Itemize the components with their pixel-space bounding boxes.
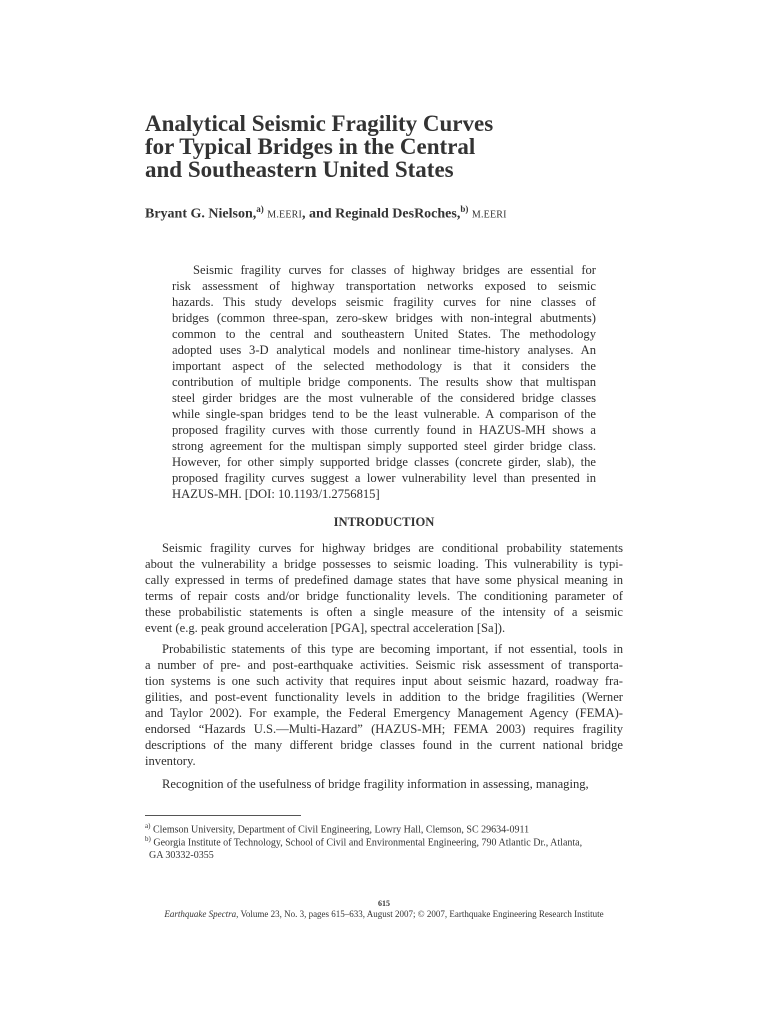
footnote-marker: a) <box>145 822 151 830</box>
paper-title <box>145 112 625 181</box>
title-line: Analytical Seismic Fragility Curves <box>145 111 494 136</box>
paragraph-line: tion systems is one such activity that requires input about seismic hazard, roadway fra- <box>145 674 623 688</box>
abstract-line: while single-span bridges tend to be the least vulnerable. A comparison of the <box>172 407 596 421</box>
abstract-line: common to the central and southeastern United States. The methodology <box>172 327 596 341</box>
paragraph-line: these probabilistic statements is often a single measure of the intensity of a seismic <box>145 605 623 619</box>
footnote-text: Georgia Institute of Technology, School of Civil and Environmental Engineering, 790 Atlantic Dr., Atlanta, <box>153 837 583 849</box>
footnote-b <box>145 833 582 862</box>
abstract-line: contribution of multiple bridge components. The results show that multispan <box>172 375 596 389</box>
abstract-line: bridges (common three-span, zero-skew bridges with non-integral abutments) <box>172 311 596 325</box>
author-name: Bryant G. Nielson, <box>145 206 257 222</box>
journal-name: Earthquake Spectra, <box>164 909 239 919</box>
body-paragraph <box>145 641 623 769</box>
paragraph-line: a number of pre- and post-earthquake activities. Seismic risk assessment of transporta- <box>145 658 623 672</box>
body-paragraph <box>145 540 623 636</box>
affiliation-marker: a) <box>256 204 264 214</box>
abstract-line: steel girder bridges are the most vulnerable of the considered bridge classes <box>172 391 596 405</box>
paragraph-line: inventory. <box>145 754 196 768</box>
page-number: 615 <box>378 899 390 908</box>
footnote-text: Clemson University, Department of Civil Engineering, Lowry Hall, Clemson, SC 29634-0911 <box>152 824 530 836</box>
paragraph-line: endorsed “Hazards U.S.—Multi-Hazard” (HAZUS-MH; FEMA 2003) requires fragility <box>145 722 623 736</box>
paragraph-line: and Taylor 2002). For example, the Federal Emergency Management Agency (FEMA)- <box>145 706 623 720</box>
abstract-line: strong agreement for the multispan simply supported steel girder bridge class. <box>172 439 596 453</box>
footnote-separator <box>145 815 301 816</box>
author-joiner: , and <box>302 206 336 222</box>
paragraph-line: Probabilistic statements of this type are becoming important, if not essential, tools in <box>162 642 623 656</box>
paragraph-line: about the vulnerability a bridge possesses to seismic loading. This vulnerability is typi- <box>145 557 623 571</box>
author-line <box>145 204 665 223</box>
paragraph-line: Recognition of the usefulness of bridge fragility information in assessing, managing, <box>162 777 589 791</box>
paragraph-line: event (e.g. peak ground acceleration [PGA], spectral acceleration [Sa]). <box>145 621 506 635</box>
paragraph-line: cally expressed in terms of predefined damage states that have some physical meaning in <box>145 573 623 587</box>
title-line: and Southeastern United States <box>145 157 454 182</box>
abstract <box>172 262 596 502</box>
membership-label: M.EERI <box>471 209 507 221</box>
paragraph-line: Seismic fragility curves for highway bridges are conditional probability statements <box>162 541 623 555</box>
section-heading-introduction: INTRODUCTION <box>333 515 435 529</box>
paragraph-line: gilities, and post-event functionality levels in addition to the bridge fragilities (Werner <box>145 690 623 704</box>
abstract-line: proposed fragility curves with those currently found in HAZUS-MH shows a <box>172 423 596 437</box>
paragraph-line: descriptions of the many different bridge classes found in the current national bridge <box>145 738 623 752</box>
journal-citation <box>145 909 623 919</box>
author-name: Reginald DesRoches, <box>335 206 461 222</box>
paragraph-line: terms of repair costs and/or bridge functionality levels. The conditioning parameter of <box>145 589 623 603</box>
affiliation-marker: b) <box>460 204 469 214</box>
abstract-line: proposed fragility curves suggest a lower vulnerability level than presented in <box>172 471 596 485</box>
journal-details: Volume 23, No. 3, pages 615–633, August 2007; © 2007, Earthquake Engineering Research Institute <box>238 909 604 919</box>
abstract-line: important aspect of the selected methodology is that it considers the <box>172 359 596 373</box>
footnote-marker: b) <box>145 835 151 843</box>
title-line: for Typical Bridges in the Central <box>145 134 476 159</box>
abstract-line: However, for other simply supported bridge classes (concrete girder, slab), the <box>172 455 596 469</box>
footnote-text-continued: GA 30332-0355 <box>149 850 214 862</box>
membership-label: M.EERI <box>267 209 303 221</box>
abstract-line: risk assessment of highway transportation networks exposed to seismic <box>172 279 596 293</box>
abstract-line: adopted uses 3-D analytical models and nonlinear time-history analyses. An <box>172 343 596 357</box>
abstract-line: hazards. This study develops seismic fragility curves for nine classes of <box>172 295 596 309</box>
abstract-line: HAZUS-MH. [DOI: 10.1193/1.2756815] <box>172 487 380 501</box>
body-paragraph <box>145 776 623 792</box>
abstract-line: Seismic fragility curves for classes of highway bridges are essential for <box>193 263 596 277</box>
